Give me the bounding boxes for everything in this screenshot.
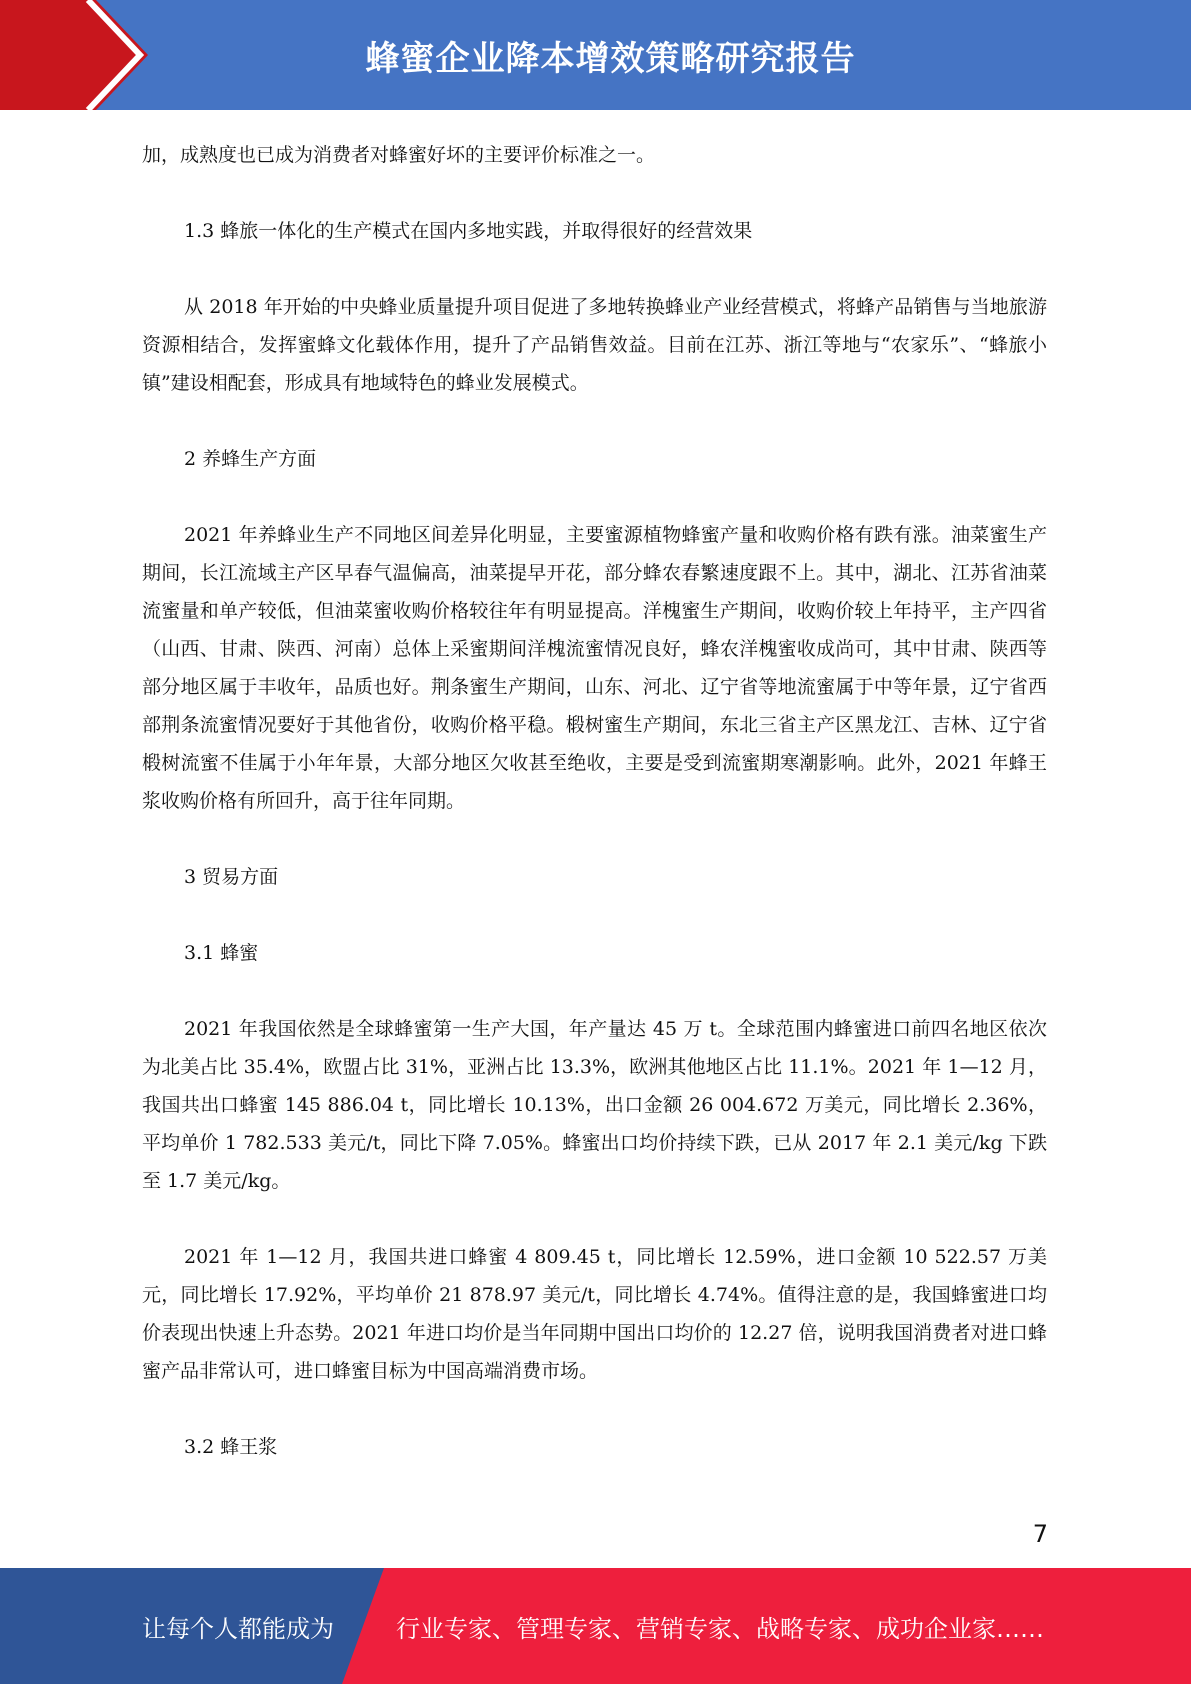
paragraph-beekeeping-production: 2021 年养蜂业生产不同地区间差异化明显，主要蜜源植物蜂蜜产量和收购价格有跌有涨。油菜蜜生产期间，长江流域主产区早春气温偏高，油菜提早开花，部分蜂农春繁速度跟不上。其中，湖北、江苏省油菜流蜜量和单产较低，但油菜蜜收购价格较往年有明显提高。洋槐蜜生产期间，收购价较上年持平，主产四省（山西、甘肃、陕西、河南）总体上采蜜期间洋槐流蜜情况良好，蜂农洋槐蜜收成尚可，其中甘肃、陕西等部分地区属于丰收年，品质也好。荆条蜜生产期间，山东、河北、辽宁省等地流蜜属于中等年景，辽宁省西部荆条流蜜情况要好于其他省份，收购价格平稳。椴树蜜生产期间，东北三省主产区黑龙江、吉林、辽宁省椴树流蜜不佳属于小年年景，大部分地区欠收甚至绝收，主要是受到流蜜期寒潮影响。此外，2021 年蜂王浆收购价格有所回升，高于往年同期。 <box>142 524 1047 812</box>
footer-slogan-left: 让每个人都能成为 <box>142 1614 334 1643</box>
footer-banner <box>0 1568 1191 1684</box>
section-heading-1-3: 1.3 蜂旅一体化的生产模式在国内多地实践，并取得很好的经营效果 <box>184 220 753 242</box>
chevron-arrow-icon <box>0 0 160 110</box>
page-number: 7 <box>1032 1520 1048 1548</box>
section-heading-2: 2 养蜂生产方面 <box>184 448 317 470</box>
section-heading-3-2: 3.2 蜂王浆 <box>184 1436 278 1458</box>
paragraph-honey-import: 2021 年 1—12 月，我国共进口蜂蜜 4 809.45 t，同比增长 12.59%，进口金额 10 522.57 万美元，同比增长 17.92%，平均单价 21 878.97 美元/t，同比增长 4.74%。值得注意的是，我国蜂蜜进口均价表现出快速上升态势。2021 年进口均价是当年同期中国出口均价的 12.27 倍，说明我国消费者对进口蜂蜜产品非常认可，进口蜂蜜目标为中国高端消费市场。 <box>142 1246 1047 1382</box>
paragraph-honey-export: 2021 年我国依然是全球蜂蜜第一生产大国，年产量达 45 万 t。全球范围内蜂蜜进口前四名地区依次为北美占比 35.4%，欧盟占比 31%，亚洲占比 13.3%，欧洲其他地区占比 11.1%。2021 年 1—12 月，我国共出口蜂蜜 145 886.04 t，同比增长 10.13%，出口金额 26 004.672 万美元，同比增长 2.36%，平均单价 1 782.533 美元/t，同比下降 7.05%。蜂蜜出口均价持续下跌，已从 2017 年 2.1 美元/kg 下跌至 1.7 美元/kg。 <box>142 1018 1047 1192</box>
report-title: 蜂蜜企业降本增效策略研究报告 <box>365 38 856 79</box>
paragraph-bee-tourism: 从 2018 年开始的中央蜂业质量提升项目促进了多地转换蜂业产业经营模式，将蜂产品销售与当地旅游资源相结合，发挥蜜蜂文化载体作用，提升了产品销售效益。目前在江苏、浙江等地与“农家乐”、“蜂旅小镇”建设相配套，形成具有地域特色的蜂业发展模式。 <box>142 296 1047 394</box>
section-heading-3: 3 贸易方面 <box>184 866 279 888</box>
footer-slogan-right: 行业专家、管理专家、营销专家、战略专家、成功企业家…… <box>396 1614 1044 1643</box>
body-content <box>142 136 1047 1466</box>
header-banner <box>0 0 1191 110</box>
section-heading-3-1: 3.1 蜂蜜 <box>184 942 259 964</box>
paragraph-continuation: 加，成熟度也已成为消费者对蜂蜜好坏的主要评价标准之一。 <box>142 144 656 166</box>
